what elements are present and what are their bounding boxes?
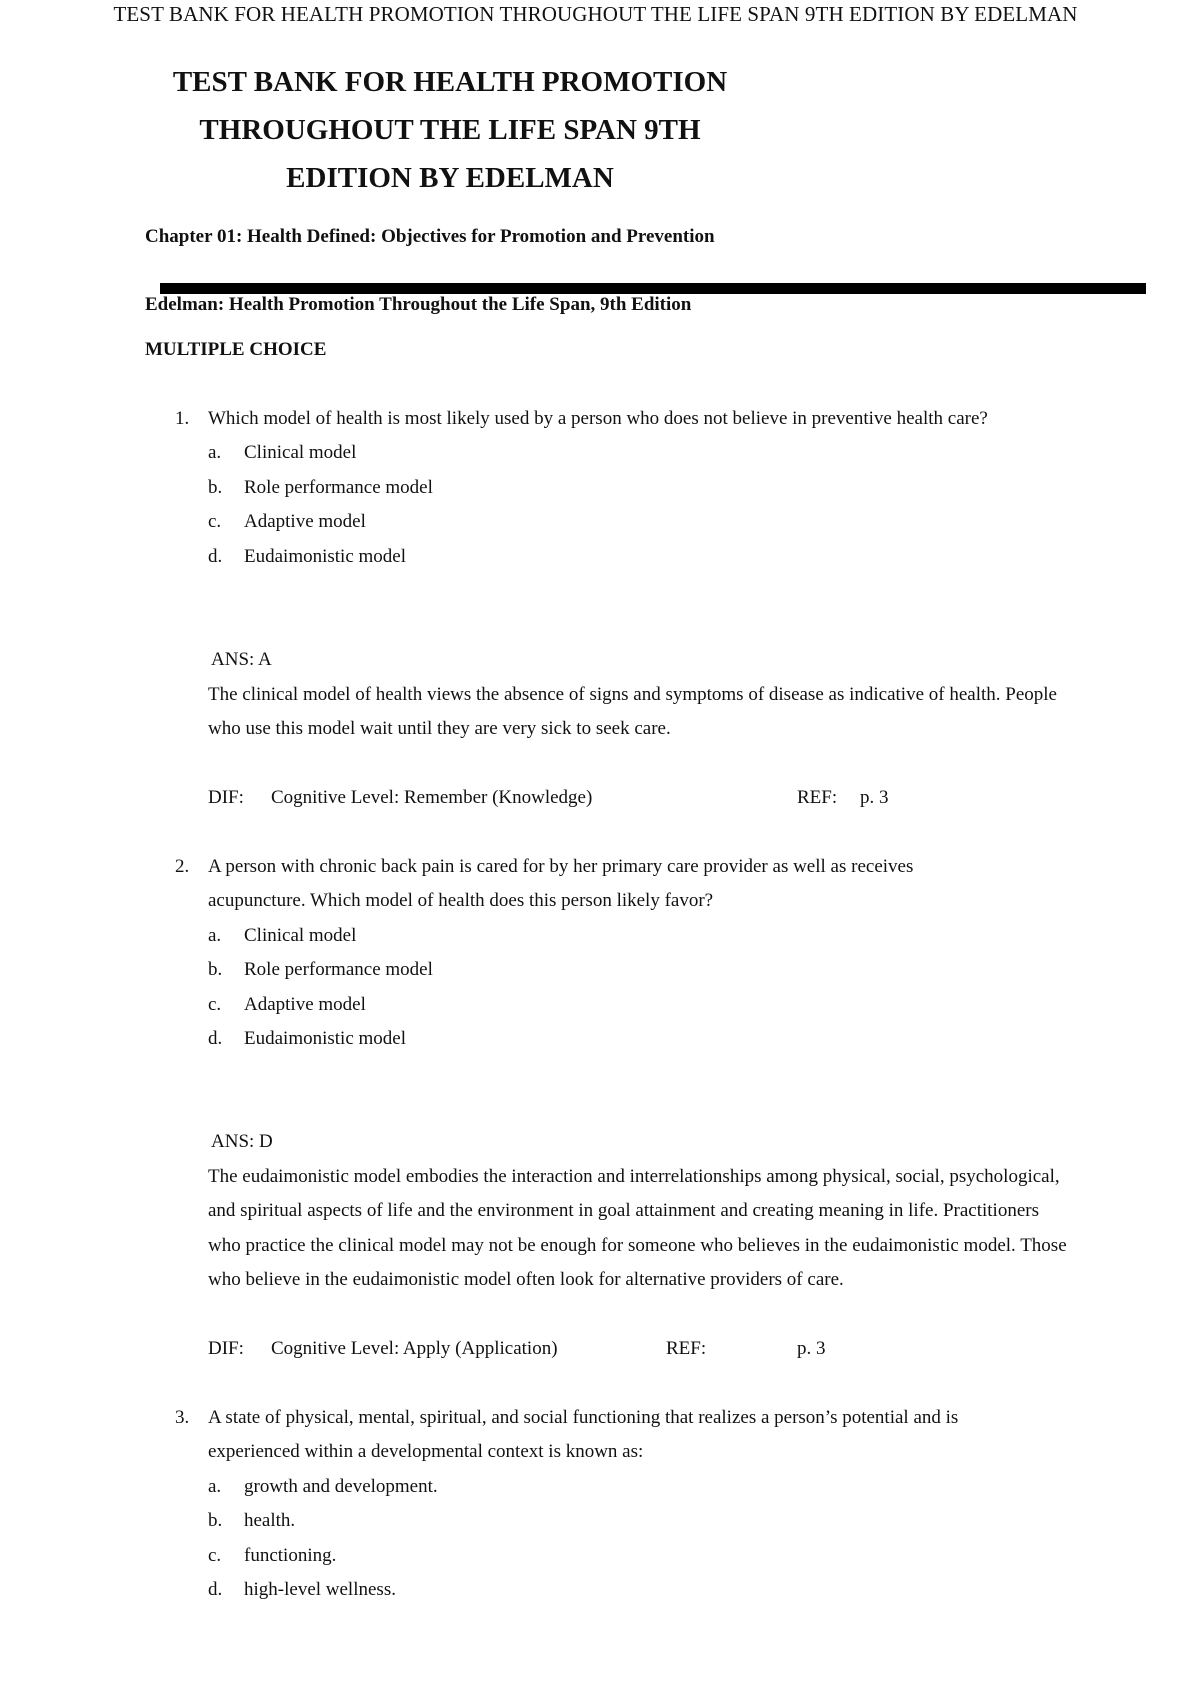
ref-value: p. 3: [797, 1338, 826, 1359]
rationale-line: who believe in the eudaimonistic model often look for alternative providers of care.: [208, 1269, 844, 1290]
option-text: high-level wellness.: [244, 1579, 396, 1600]
option-text: health.: [244, 1510, 296, 1531]
option-letter: b.: [208, 477, 223, 498]
option-letter: b.: [208, 1510, 223, 1531]
ref-label: REF:: [797, 787, 838, 808]
question-number: 3.: [175, 1407, 190, 1428]
option-letter: a.: [208, 442, 222, 463]
book-line: Edelman: Health Promotion Throughout the Life Span, 9th Edition: [145, 294, 692, 315]
option-text: Eudaimonistic model: [244, 1028, 407, 1049]
divider-rule: [160, 283, 1146, 294]
title-line-2: THROUGHOUT THE LIFE SPAN 9TH: [199, 114, 701, 146]
option-text: Role performance model: [244, 959, 433, 980]
question-text: experienced within a developmental context is known as:: [208, 1441, 644, 1462]
ref-value: p. 3: [860, 787, 889, 808]
option-letter: b.: [208, 959, 223, 980]
running-header: TEST BANK FOR HEALTH PROMOTION THROUGHOUT THE LIFE SPAN 9TH EDITION BY EDELMAN: [113, 2, 1078, 26]
rationale-line: The clinical model of health views the absence of signs and symptoms of disease as indicative of health. People: [208, 684, 1057, 705]
question-text: A person with chronic back pain is cared for by her primary care provider as well as receives: [208, 856, 914, 877]
chapter-title: Chapter 01: Health Defined: Objectives for Promotion and Prevention: [145, 226, 715, 247]
dif-label: DIF:: [208, 787, 244, 808]
rationale-line: who use this model wait until they are very sick to seek care.: [208, 718, 671, 739]
rationale-line: The eudaimonistic model embodies the interaction and interrelationships among physical, social, psychological,: [208, 1166, 1060, 1187]
question-text: A state of physical, mental, spiritual, and social functioning that realizes a person’s potential and is: [208, 1407, 959, 1428]
section-heading: MULTIPLE CHOICE: [145, 339, 327, 360]
dif-value: Cognitive Level: Apply (Application): [271, 1338, 558, 1359]
question-number: 1.: [175, 408, 190, 429]
answer: ANS: A: [211, 649, 272, 670]
title-line-1: TEST BANK FOR HEALTH PROMOTION: [172, 66, 728, 98]
question-text: acupuncture. Which model of health does this person likely favor?: [208, 890, 714, 911]
option-text: Role performance model: [244, 477, 433, 498]
option-letter: c.: [208, 994, 222, 1015]
option-text: Adaptive model: [244, 511, 366, 532]
option-text: Eudaimonistic model: [244, 546, 407, 567]
option-letter: d.: [208, 546, 223, 567]
option-letter: c.: [208, 511, 222, 532]
ref-label: REF:: [666, 1338, 707, 1359]
question-text: Which model of health is most likely used by a person who does not believe in preventive health care?: [208, 408, 988, 429]
option-letter: d.: [208, 1028, 223, 1049]
option-text: growth and development.: [244, 1476, 438, 1497]
rationale-line: and spiritual aspects of life and the environment in goal attainment and creating meaning in life. Practitioners: [208, 1200, 1039, 1221]
option-letter: d.: [208, 1579, 223, 1600]
answer: ANS: D: [211, 1131, 273, 1152]
option-letter: a.: [208, 1476, 222, 1497]
option-text: Clinical model: [244, 442, 357, 463]
dif-label: DIF:: [208, 1338, 244, 1359]
dif-value: Cognitive Level: Remember (Knowledge): [271, 787, 593, 808]
option-text: Adaptive model: [244, 994, 366, 1015]
option-letter: c.: [208, 1545, 222, 1566]
rationale-line: who practice the clinical model may not be enough for someone who believes in the eudaimonistic model. Those: [208, 1235, 1067, 1256]
title-line-3: EDITION BY EDELMAN: [286, 162, 614, 194]
option-text: functioning.: [244, 1545, 337, 1566]
question-number: 2.: [175, 856, 190, 877]
option-text: Clinical model: [244, 925, 357, 946]
option-letter: a.: [208, 925, 222, 946]
